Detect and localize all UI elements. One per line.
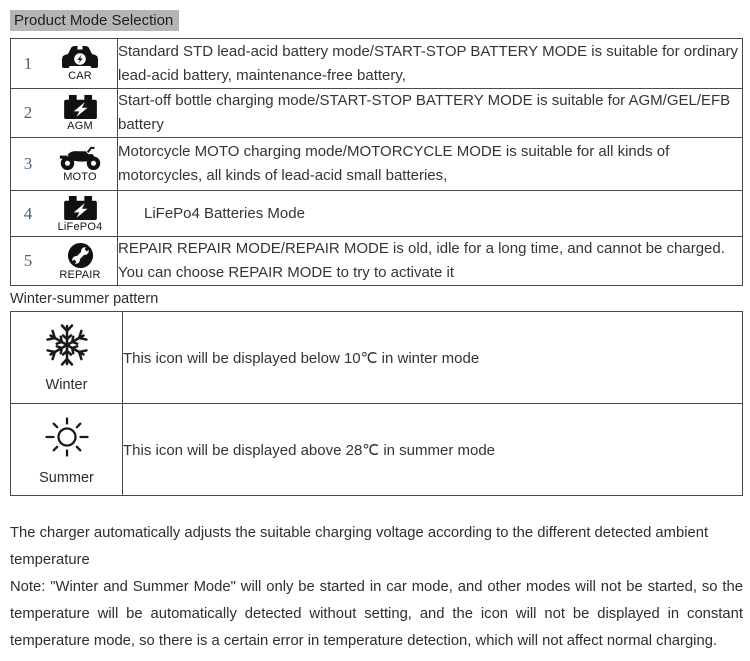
table-row [11,138,743,191]
season-section-label: Winter-summer pattern [10,291,159,307]
mode-icon-label: AGM [67,120,93,132]
mode-icon-label: MOTO [63,171,97,183]
lifepo4-battery-icon [63,195,98,221]
page-title: Product Mode Selection [10,10,179,31]
footer-notes [10,520,743,655]
table-row [11,404,743,496]
season-icon-label: Winter [45,377,88,393]
mode-description: Start-off bottle charging mode/START-STOP BATTERY MODE is suitable for AGM/GEL/EFB battery [118,89,743,138]
season-description: This icon will be displayed below 10℃ in winter mode [123,312,743,404]
season-description: This icon will be displayed above 28℃ in summer mode [123,404,743,496]
row-number: 2 [23,103,33,122]
mode-description: Standard STD lead-acid battery mode/START-STOP BATTERY MODE is suitable for ordinary lead-acid battery, maintenance-free battery, [118,39,743,89]
mode-icon-label: LiFePO4 [57,220,103,233]
mode-icon-label: CAR [68,70,92,82]
motorcycle-icon [59,145,102,171]
table-row [11,39,743,89]
mode-icon-label: REPAIR [59,268,101,281]
footer-paragraph-note: Note: "Winter and Summer Mode" will only be started in car mode, and other modes will not be started, so the temperature will be automatically detected without setting, and the icon will not be displayed in constant temperature mode, so there is a certain error in temperature detection, which will not affect normal charging. [10,579,743,649]
row-number: 1 [23,53,33,73]
mode-description: REPAIR REPAIR MODE/REPAIR MODE is old, idle for a long time, and cannot be charged. You can choose REPAIR MODE to try to activate it [118,237,743,286]
table-row [11,191,743,237]
product-mode-table [10,38,743,286]
table-row [11,312,743,404]
footer-paragraph-temperature: The charger automatically adjusts the suitable charging voltage according to the different detected ambient temperature [10,525,709,568]
mode-description: LiFePo4 Batteries Mode [118,191,743,237]
table-row [11,237,743,286]
agm-battery-icon [63,94,98,120]
snowflake-icon [44,322,90,373]
car-icon [61,45,99,70]
row-number: 3 [23,154,33,173]
mode-description: Motorcycle MOTO charging mode/MOTORCYCLE MODE is suitable for all kinds of motorcycles, all kinds of lead-acid small batteries, [118,138,743,191]
table-row [11,89,743,138]
repair-icon [67,242,94,269]
row-number: 4 [23,203,33,223]
row-number: 5 [23,251,33,270]
winter-summer-table [10,311,743,496]
sun-icon [42,413,92,466]
season-icon-label: Summer [39,470,94,486]
